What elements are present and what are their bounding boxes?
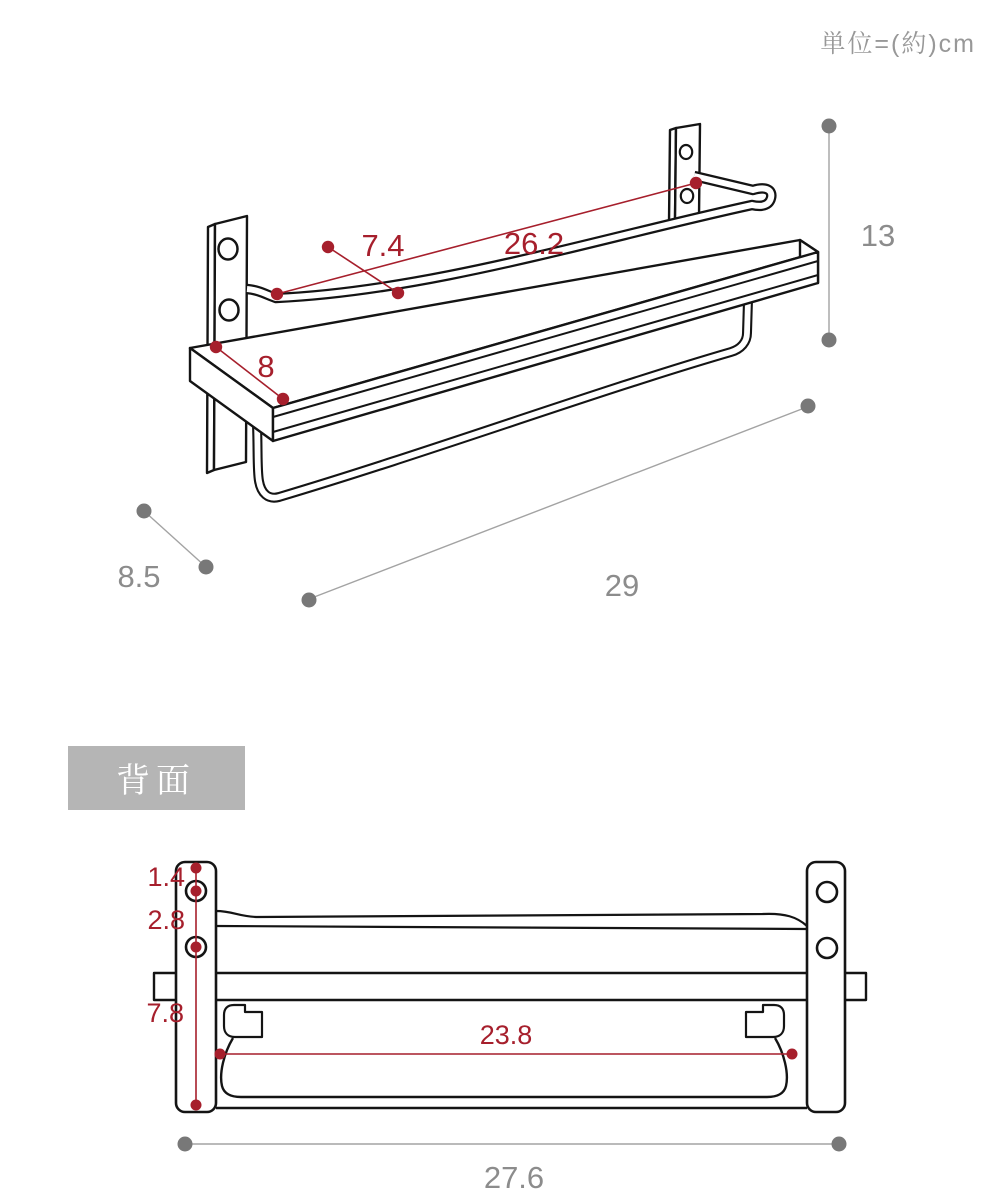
screw-hole (681, 189, 693, 203)
dim-dot (199, 560, 214, 575)
dim-dot (322, 241, 334, 253)
dim-dot (392, 287, 404, 299)
rear-label-text: 背面 (116, 762, 196, 800)
screw-hole (219, 239, 238, 260)
dim-dot (191, 942, 202, 953)
screw-hole (680, 145, 692, 159)
shelf-board (190, 240, 818, 441)
dim-dot (210, 341, 222, 353)
dim-dot (832, 1137, 847, 1152)
dim-bar-offset-label: 7.4 (361, 228, 405, 263)
dim-width-line (309, 407, 807, 599)
dim-dot (215, 1049, 226, 1060)
dim-bar-length-label: 26.2 (503, 226, 565, 261)
screw-hole (220, 300, 239, 321)
screw-hole (817, 938, 837, 958)
rear-gray-dimensions (178, 1137, 847, 1196)
dim-dot (191, 886, 202, 897)
dim-hole-to-bottom-label: 7.8 (146, 998, 184, 1028)
rear-view (68, 746, 866, 1195)
dim-dot (302, 593, 317, 608)
dim-dot (178, 1137, 193, 1152)
dim-dot (277, 393, 289, 405)
dim-dot (787, 1049, 798, 1060)
unit-note: 単位=(約)cm (820, 30, 976, 58)
rear-top-rail-upper-edge (216, 911, 807, 926)
dim-hole-pitch-label: 2.8 (147, 905, 185, 935)
dim-outer-width-label: 27.6 (483, 1160, 545, 1195)
dim-dot (801, 399, 816, 414)
rear-top-rail-lower-edge (216, 926, 807, 929)
perspective-view (117, 119, 895, 608)
dim-dot (271, 288, 283, 300)
rear-top-rail (216, 911, 807, 929)
dim-plate-top-to-hole-label: 1.4 (147, 862, 185, 892)
dim-height-label: 13 (860, 218, 896, 253)
bar-hook-left (224, 1005, 262, 1037)
dim-depth-label: 8.5 (117, 559, 161, 594)
rear-shelf-band (154, 973, 866, 1000)
bar-hook-right (746, 1005, 784, 1037)
screw-hole (817, 882, 837, 902)
dim-shelf-depth-label: 8 (257, 349, 275, 384)
rear-bracket-right (807, 862, 845, 1112)
dim-dot (822, 333, 837, 348)
rear-label-badge (68, 746, 245, 810)
dim-bar-inner-width-label: 23.8 (479, 1020, 533, 1050)
dim-dot (137, 504, 152, 519)
dim-dot (191, 863, 202, 874)
dim-dot (822, 119, 837, 134)
dim-dot (690, 177, 702, 189)
dim-width-label: 29 (604, 568, 640, 603)
dim-dot (191, 1100, 202, 1111)
